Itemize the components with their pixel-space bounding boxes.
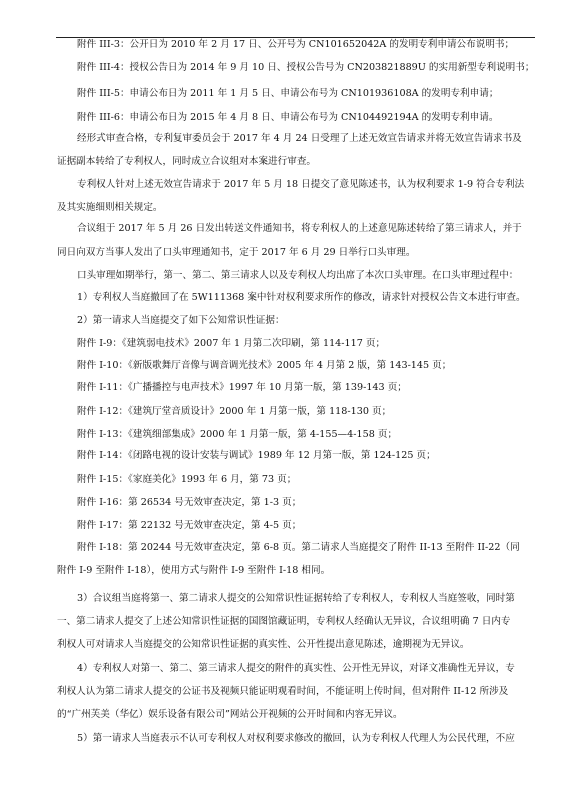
- text-line: 5）第一请求人当庭表示不认可专利权人对权利要求修改的撤回，认为专利权人代理人为公民代理，不应: [77, 733, 515, 744]
- text-line: 3）合议组当庭将第一、第二请求人提交的公知常识性证据转给了专利权人，专利权人当庭签收，同时第: [77, 593, 515, 604]
- text-line: 附件 I-17：第 22132 号无效审查决定，第 4-5 页；: [77, 520, 302, 531]
- text-line: 口头审理如期举行，第一、第二、第三请求人以及专利权人均出席了本次口头审理。在口头审理过程中：: [77, 270, 519, 281]
- text-line: 附件 I-16：第 26534 号无效审查决定，第 1-3 页；: [77, 497, 302, 508]
- text-line: 的“广州芙美（华亿）娱乐设备有限公司”网站公开视频的公开时间和内容无异议。: [57, 709, 403, 720]
- text-line: 附件 III-6：申请公布日为 2015 年 4 月 8 日、申请公布号为 CN104492194A 的发明专利申请。: [77, 112, 499, 123]
- text-line: 附件 I-15：《家庭美化》1993 年 6 月，第 73 页；: [77, 474, 297, 485]
- text-line: 4）专利权人对第一、第二、第三请求人提交的附件的真实性、公开性无异议，对译文准确性无异议，专: [77, 663, 515, 674]
- text-line: 合议组于 2017 年 5 月 26 日发出转送文件通知书，将专利权人的上述意见陈述转给了第三请求人，并于: [77, 223, 522, 234]
- text-line: 附件 I-9 至附件 I-18），使用方式与附件 I-9 至附件 I-18 相同。: [57, 565, 331, 576]
- text-line: 经形式审查合格，专利复审委员会于 2017 年 4 月 24 日受理了上述无效宣告请求并将无效宣告请求书及: [77, 133, 522, 144]
- text-line: 同日向双方当事人发出了口头审理通知书，定于 2017 年 6 月 29 日举行口头审理。: [57, 247, 416, 258]
- text-line: 附件 I-13：《建筑细部集成》2000 年 1 月第一版，第 4-155—4-158 页；: [77, 429, 398, 440]
- text-line: 附件 I-10：《新版歌舞厅音像与调音调光技术》2005 年 4 月第 2 版，第 143-145 页；: [77, 360, 452, 371]
- text-line: 附件 I-14：《闭路电视的设计安装与调试》1989 年 12 月第一版，第 124-125 页；: [77, 450, 436, 461]
- text-line: 利权人认为第二请求人提交的公证书及视频只能证明观看时间，不能证明上传时间，但对附件 II-12 所涉及: [57, 686, 509, 697]
- text-line: 附件 III-4：授权公告日为 2014 年 9 月 10 日、授权公告号为 CN203821889U 的实用新型专利说明书；: [77, 62, 535, 73]
- text-line: 附件 I-18：第 20244 号无效审查决定，第 6-8 页。第二请求人当庭提交了附件 II-13 至附件 II-22（同: [77, 542, 520, 553]
- text-line: 一、第二请求人提交了上述公知常识性证据的国图馆藏证明，专利权人经确认无异议，合议组明确 7 日内专: [57, 616, 511, 627]
- text-line: 证据副本转给了专利权人，同时成立合议组对本案进行审查。: [57, 156, 317, 167]
- text-line: 附件 III-3：公开日为 2010 年 2 月 17 日、公开号为 CN101652042A 的发明专利申请公布说明书；: [77, 39, 515, 50]
- text-line: 1）专利权人当庭撤回了在 5W111368 案中针对权利要求所作的修改，请求针对授权公告文本进行审查。: [77, 292, 526, 303]
- text-line: 利权人可对请求人当庭提交的公知常识性证据的真实性、公开性提出意见陈述，逾期视为无异议。: [57, 639, 470, 650]
- text-line: 专利权人针对上述无效宣告请求于 2017 年 5 月 18 日提交了意见陈述书，认为权利要求 1-9 符合专利法: [77, 179, 525, 190]
- text-line: 附件 III-5：申请公布日为 2011 年 1 月 5 日、申请公布号为 CN101936108A 的发明专利申请；: [77, 88, 499, 99]
- text-line: 附件 I-12：《建筑厅堂音质设计》2000 年 1 月第一版，第 118-130 页；: [77, 406, 392, 417]
- text-line: 附件 I-9：《建筑弱电技术》2007 年 1 月第二次印刷，第 114-117 页；: [77, 338, 386, 349]
- text-line: 附件 I-11：《广播播控与电声技术》1997 年 10 月第一版，第 139-143 页；: [77, 382, 407, 393]
- text-line: 及其实施细则相关规定。: [57, 202, 163, 213]
- text-line: 2）第一请求人当庭提交了如下公知常识性证据：: [77, 315, 285, 326]
